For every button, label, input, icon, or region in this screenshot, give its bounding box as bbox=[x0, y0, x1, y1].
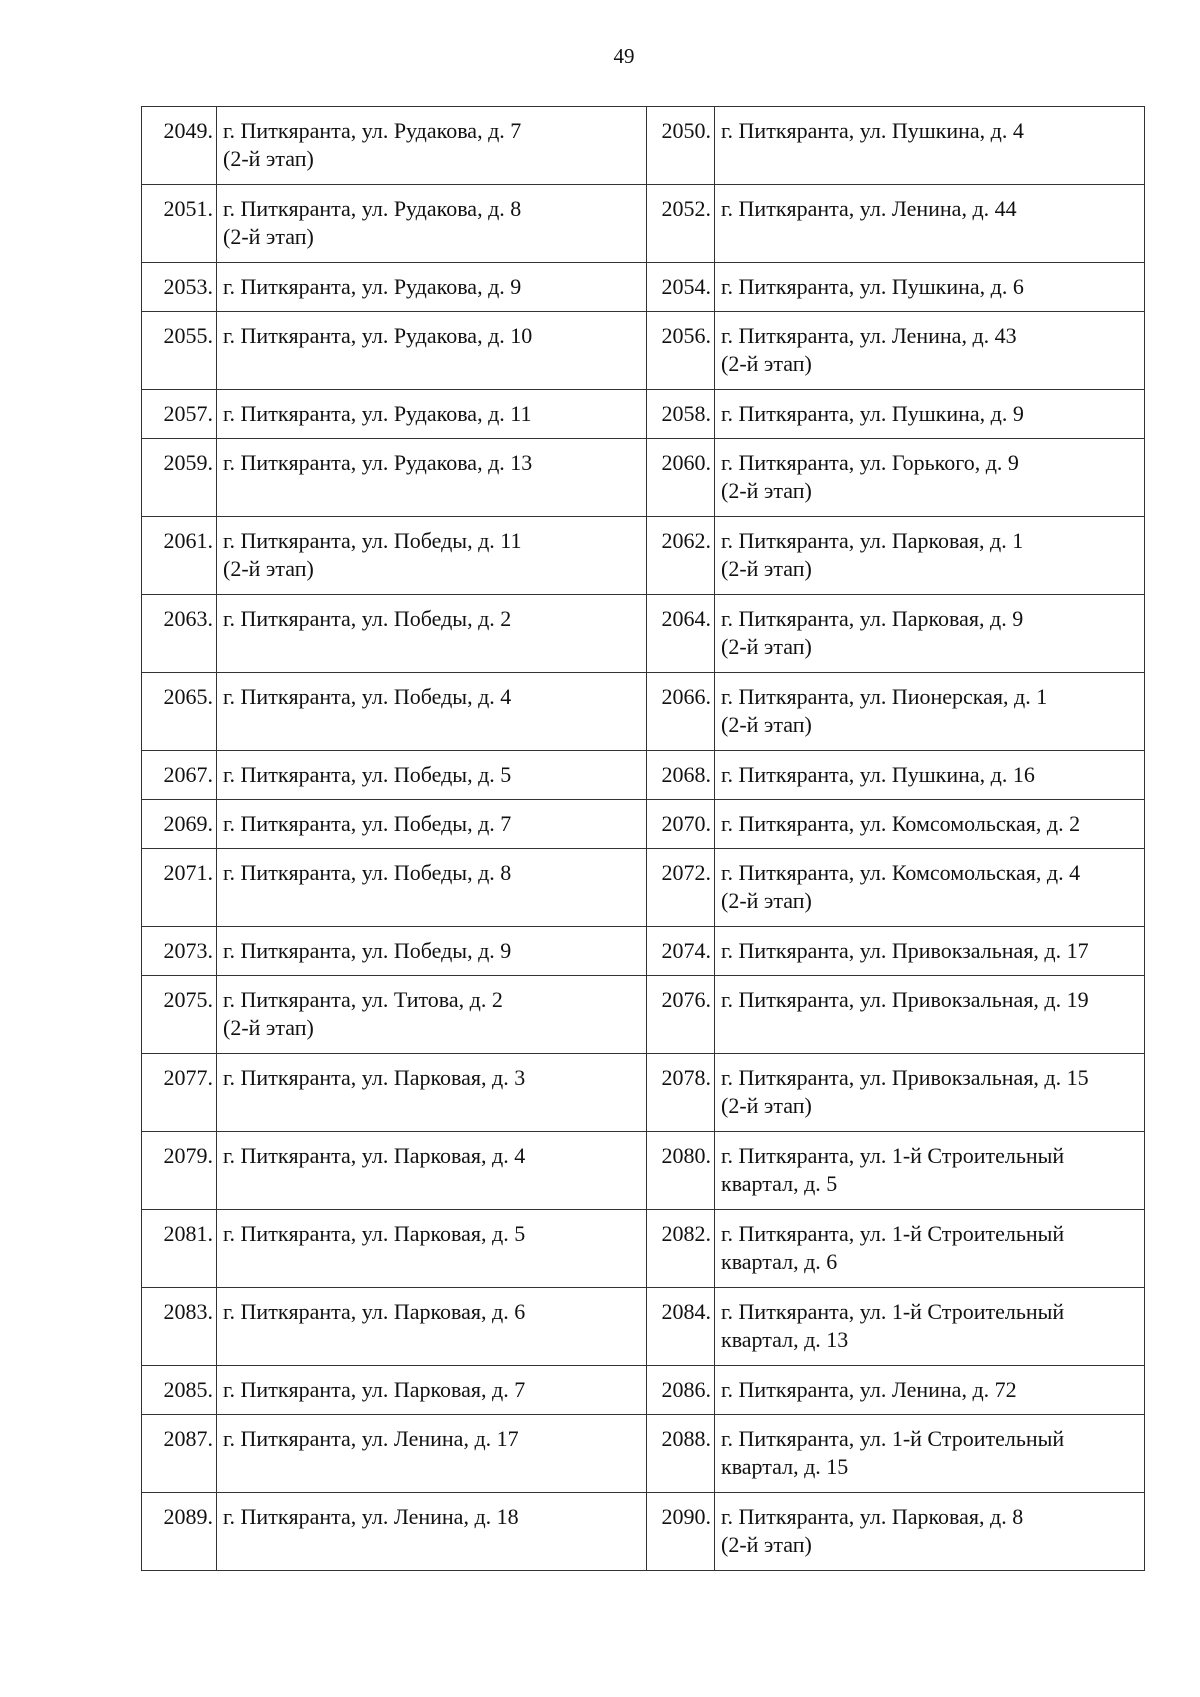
address-left: г. Питкяранта, ул. Парковая, д. 7 bbox=[217, 1366, 647, 1415]
row-number-left: 2049. bbox=[142, 107, 217, 185]
table-row bbox=[142, 1366, 1145, 1415]
table-row bbox=[142, 976, 1145, 1054]
address-right: г. Питкяранта, ул. 1-й Строительный квартал, д. 13 bbox=[715, 1288, 1145, 1366]
row-number-right: 2058. bbox=[647, 390, 715, 439]
table-row bbox=[142, 849, 1145, 927]
address-left: г. Питкяранта, ул. Парковая, д. 4 bbox=[217, 1132, 647, 1210]
address-right: г. Питкяранта, ул. Парковая, д. 1 (2-й этап) bbox=[715, 517, 1145, 595]
address-right: г. Питкяранта, ул. Ленина, д. 72 bbox=[715, 1366, 1145, 1415]
address-right: г. Питкяранта, ул. 1-й Строительный квартал, д. 15 bbox=[715, 1415, 1145, 1493]
table-row bbox=[142, 673, 1145, 751]
row-number-left: 2077. bbox=[142, 1054, 217, 1132]
row-number-right: 2050. bbox=[647, 107, 715, 185]
address-right: г. Питкяранта, ул. Комсомольская, д. 2 bbox=[715, 800, 1145, 849]
row-number-left: 2089. bbox=[142, 1493, 217, 1571]
table-row bbox=[142, 439, 1145, 517]
row-number-right: 2080. bbox=[647, 1132, 715, 1210]
address-left: г. Питкяранта, ул. Рудакова, д. 9 bbox=[217, 263, 647, 312]
row-number-right: 2074. bbox=[647, 927, 715, 976]
address-left: г. Питкяранта, ул. Парковая, д. 5 bbox=[217, 1210, 647, 1288]
address-right: г. Питкяранта, ул. Пушкина, д. 9 bbox=[715, 390, 1145, 439]
row-number-right: 2072. bbox=[647, 849, 715, 927]
address-left: г. Питкяранта, ул. Победы, д. 2 bbox=[217, 595, 647, 673]
address-right: г. Питкяранта, ул. Комсомольская, д. 4 (2-й этап) bbox=[715, 849, 1145, 927]
table-row bbox=[142, 263, 1145, 312]
row-number-right: 2070. bbox=[647, 800, 715, 849]
address-left: г. Питкяранта, ул. Парковая, д. 3 bbox=[217, 1054, 647, 1132]
row-number-left: 2079. bbox=[142, 1132, 217, 1210]
table-row bbox=[142, 312, 1145, 390]
row-number-right: 2066. bbox=[647, 673, 715, 751]
row-number-right: 2086. bbox=[647, 1366, 715, 1415]
table-row bbox=[142, 1288, 1145, 1366]
address-left: г. Питкяранта, ул. Рудакова, д. 7 (2-й этап) bbox=[217, 107, 647, 185]
row-number-left: 2075. bbox=[142, 976, 217, 1054]
row-number-left: 2067. bbox=[142, 751, 217, 800]
address-left: г. Питкяранта, ул. Победы, д. 9 bbox=[217, 927, 647, 976]
table-row bbox=[142, 1132, 1145, 1210]
address-right: г. Питкяранта, ул. Горького, д. 9 (2-й этап) bbox=[715, 439, 1145, 517]
address-right: г. Питкяранта, ул. Привокзальная, д. 19 bbox=[715, 976, 1145, 1054]
table-row bbox=[142, 1415, 1145, 1493]
address-right: г. Питкяранта, ул. Привокзальная, д. 17 bbox=[715, 927, 1145, 976]
row-number-right: 2052. bbox=[647, 185, 715, 263]
table-row bbox=[142, 390, 1145, 439]
row-number-right: 2060. bbox=[647, 439, 715, 517]
row-number-right: 2088. bbox=[647, 1415, 715, 1493]
table-row bbox=[142, 1493, 1145, 1571]
row-number-left: 2063. bbox=[142, 595, 217, 673]
row-number-left: 2081. bbox=[142, 1210, 217, 1288]
row-number-left: 2073. bbox=[142, 927, 217, 976]
row-number-left: 2059. bbox=[142, 439, 217, 517]
address-left: г. Питкяранта, ул. Победы, д. 7 bbox=[217, 800, 647, 849]
address-left: г. Питкяранта, ул. Победы, д. 4 bbox=[217, 673, 647, 751]
address-left: г. Питкяранта, ул. Рудакова, д. 8 (2-й этап) bbox=[217, 185, 647, 263]
address-right: г. Питкяранта, ул. Пушкина, д. 16 bbox=[715, 751, 1145, 800]
address-table bbox=[141, 106, 1145, 1571]
address-right: г. Питкяранта, ул. Ленина, д. 44 bbox=[715, 185, 1145, 263]
row-number-right: 2078. bbox=[647, 1054, 715, 1132]
table-row bbox=[142, 751, 1145, 800]
table-row bbox=[142, 517, 1145, 595]
row-number-left: 2071. bbox=[142, 849, 217, 927]
address-right: г. Питкяранта, ул. Пушкина, д. 4 bbox=[715, 107, 1145, 185]
address-left: г. Питкяранта, ул. Победы, д. 11 (2-й этап) bbox=[217, 517, 647, 595]
address-right: г. Питкяранта, ул. 1-й Строительный квартал, д. 5 bbox=[715, 1132, 1145, 1210]
address-right: г. Питкяранта, ул. Пионерская, д. 1 (2-й этап) bbox=[715, 673, 1145, 751]
row-number-left: 2055. bbox=[142, 312, 217, 390]
table-row bbox=[142, 800, 1145, 849]
address-right: г. Питкяранта, ул. Парковая, д. 8 (2-й этап) bbox=[715, 1493, 1145, 1571]
row-number-right: 2082. bbox=[647, 1210, 715, 1288]
address-right: г. Питкяранта, ул. Ленина, д. 43 (2-й этап) bbox=[715, 312, 1145, 390]
table-row bbox=[142, 107, 1145, 185]
row-number-right: 2090. bbox=[647, 1493, 715, 1571]
table-row bbox=[142, 1054, 1145, 1132]
row-number-left: 2061. bbox=[142, 517, 217, 595]
row-number-right: 2068. bbox=[647, 751, 715, 800]
table-row bbox=[142, 185, 1145, 263]
address-table-body bbox=[142, 107, 1145, 1571]
address-left: г. Питкяранта, ул. Рудакова, д. 10 bbox=[217, 312, 647, 390]
row-number-left: 2083. bbox=[142, 1288, 217, 1366]
row-number-right: 2054. bbox=[647, 263, 715, 312]
table-row bbox=[142, 1210, 1145, 1288]
address-right: г. Питкяранта, ул. Парковая, д. 9 (2-й этап) bbox=[715, 595, 1145, 673]
address-left: г. Питкяранта, ул. Ленина, д. 17 bbox=[217, 1415, 647, 1493]
page-number: 49 bbox=[613, 44, 635, 68]
address-left: г. Питкяранта, ул. Победы, д. 8 bbox=[217, 849, 647, 927]
row-number-right: 2056. bbox=[647, 312, 715, 390]
address-left: г. Питкяранта, ул. Победы, д. 5 bbox=[217, 751, 647, 800]
row-number-left: 2069. bbox=[142, 800, 217, 849]
row-number-left: 2053. bbox=[142, 263, 217, 312]
address-left: г. Питкяранта, ул. Ленина, д. 18 bbox=[217, 1493, 647, 1571]
row-number-right: 2064. bbox=[647, 595, 715, 673]
row-number-right: 2062. bbox=[647, 517, 715, 595]
row-number-right: 2076. bbox=[647, 976, 715, 1054]
address-right: г. Питкяранта, ул. Пушкина, д. 6 bbox=[715, 263, 1145, 312]
table-row bbox=[142, 927, 1145, 976]
row-number-left: 2087. bbox=[142, 1415, 217, 1493]
address-right: г. Питкяранта, ул. Привокзальная, д. 15 (2-й этап) bbox=[715, 1054, 1145, 1132]
row-number-left: 2065. bbox=[142, 673, 217, 751]
address-left: г. Питкяранта, ул. Рудакова, д. 13 bbox=[217, 439, 647, 517]
address-right: г. Питкяранта, ул. 1-й Строительный квартал, д. 6 bbox=[715, 1210, 1145, 1288]
row-number-right: 2084. bbox=[647, 1288, 715, 1366]
address-left: г. Питкяранта, ул. Титова, д. 2 (2-й этап) bbox=[217, 976, 647, 1054]
row-number-left: 2051. bbox=[142, 185, 217, 263]
row-number-left: 2085. bbox=[142, 1366, 217, 1415]
address-left: г. Питкяранта, ул. Парковая, д. 6 bbox=[217, 1288, 647, 1366]
table-row bbox=[142, 595, 1145, 673]
address-left: г. Питкяранта, ул. Рудакова, д. 11 bbox=[217, 390, 647, 439]
row-number-left: 2057. bbox=[142, 390, 217, 439]
